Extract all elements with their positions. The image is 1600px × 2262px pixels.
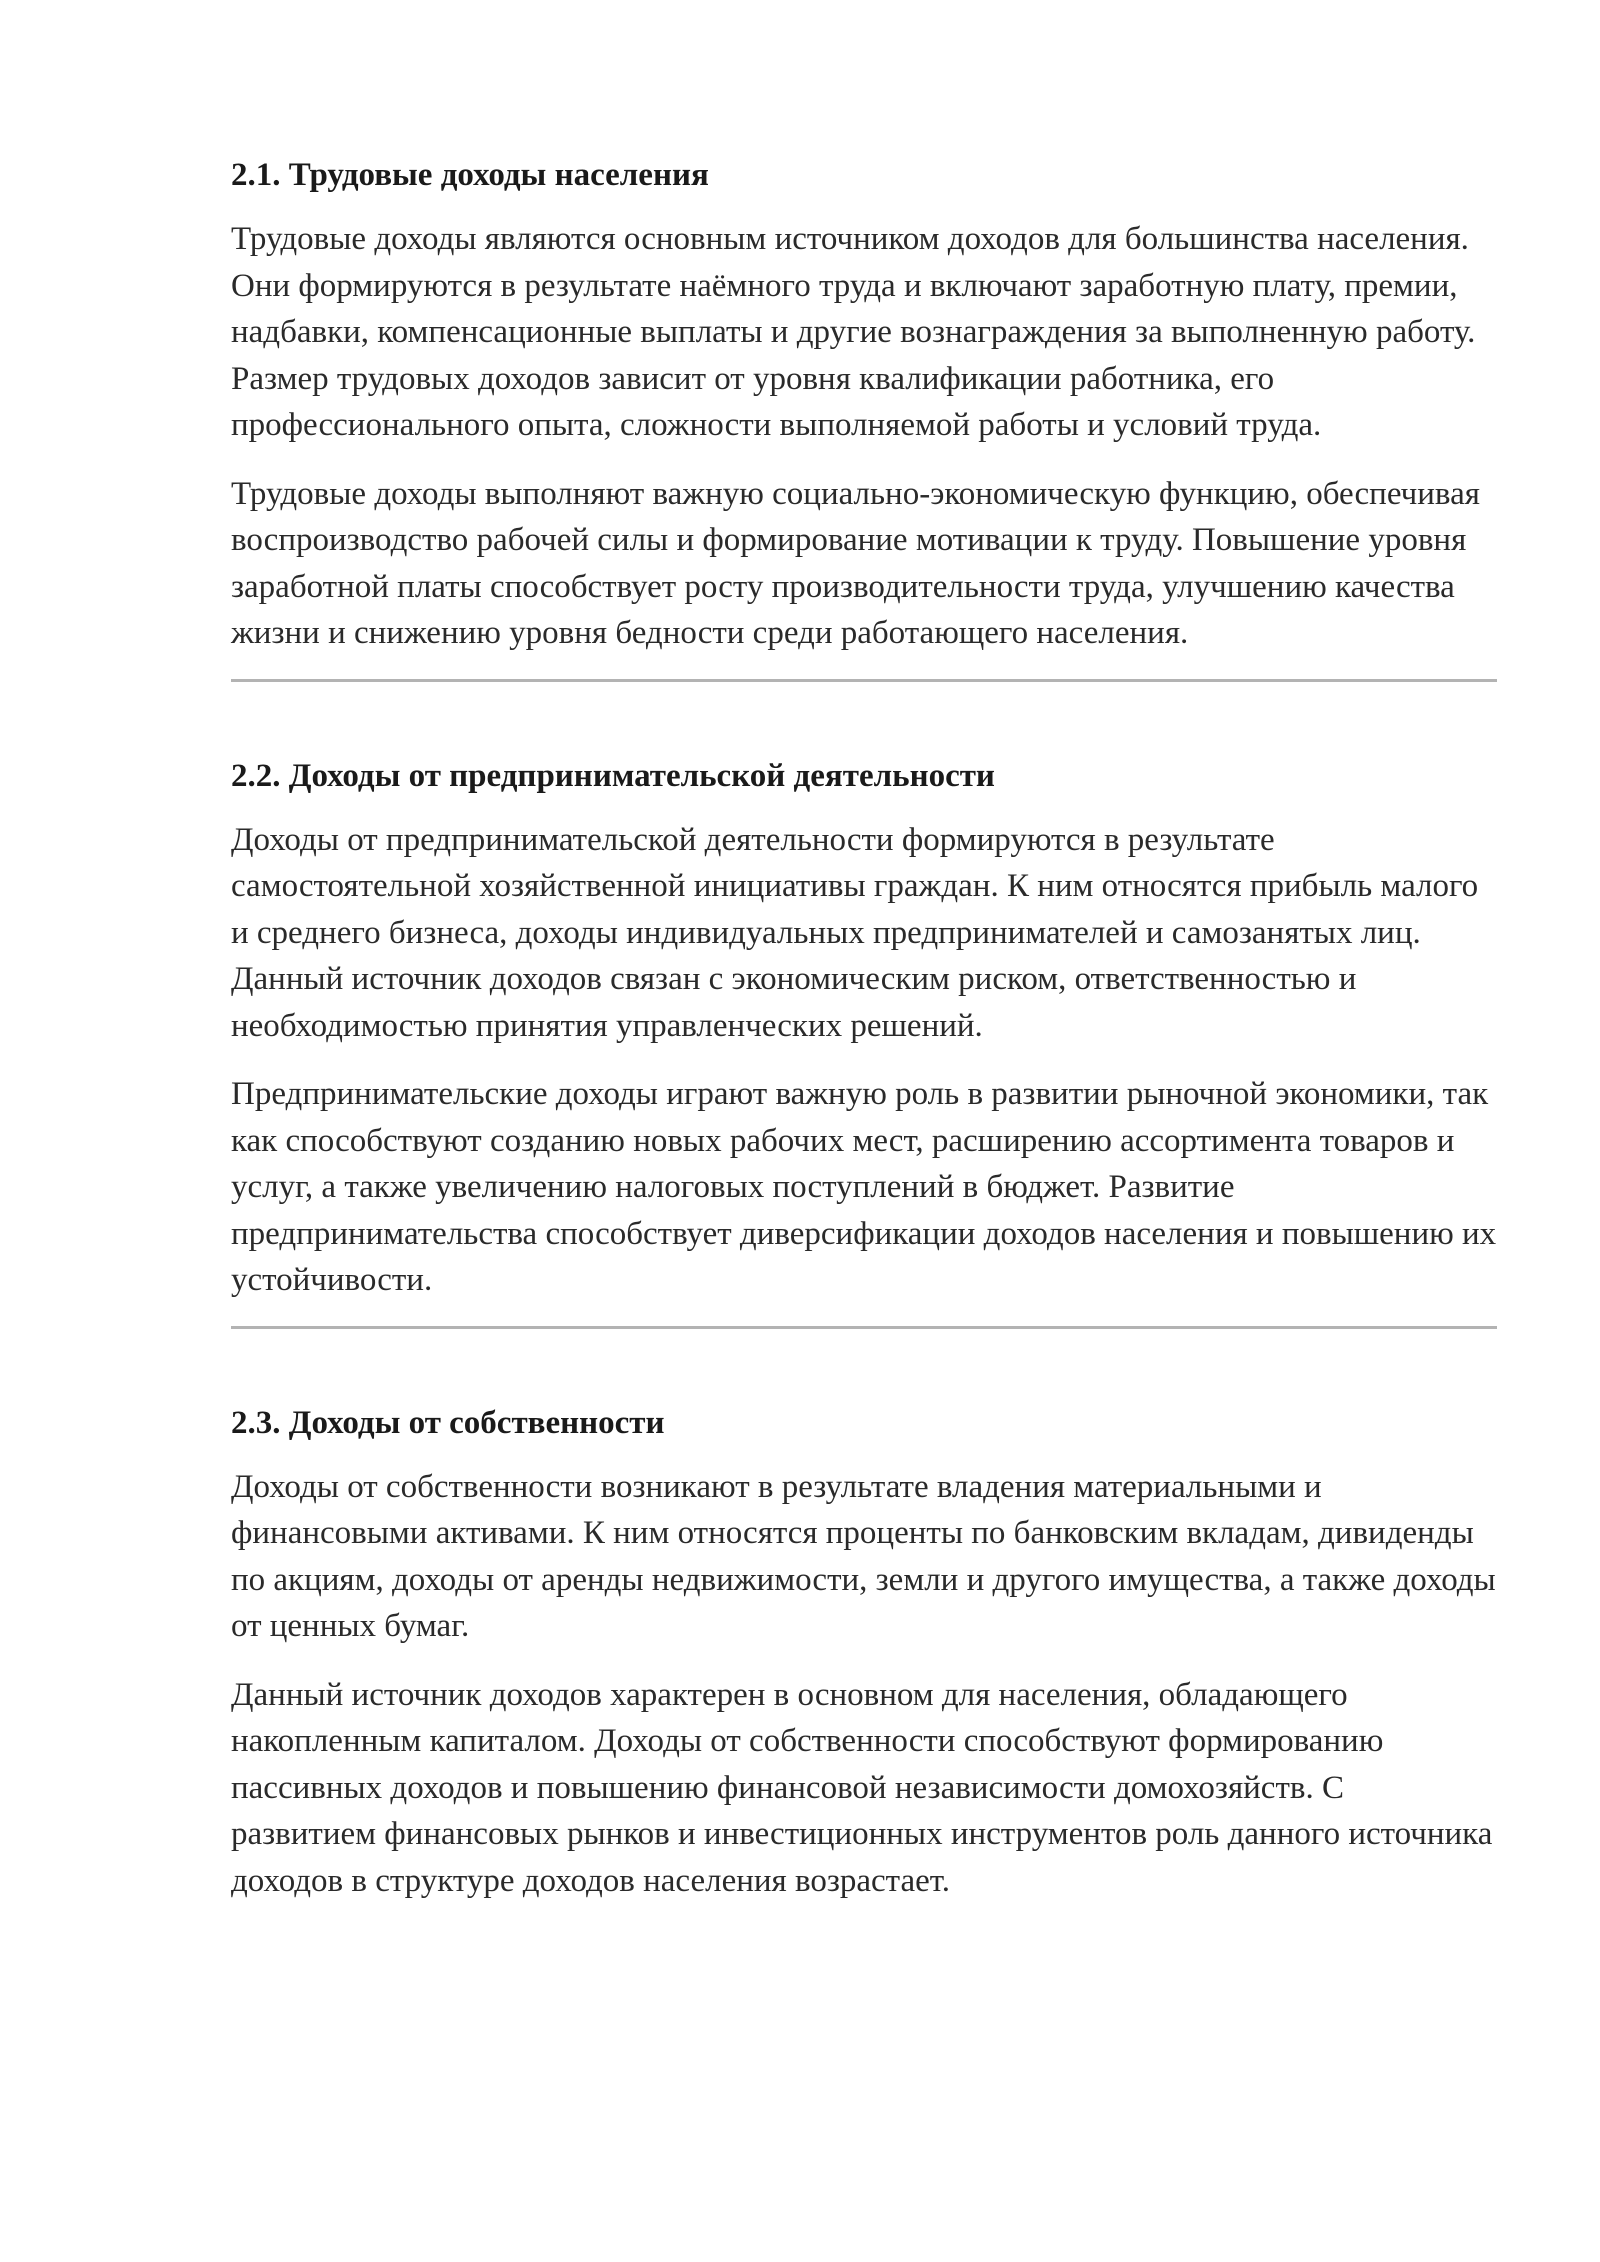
section-heading: 2.1. Трудовые доходы населения xyxy=(231,157,709,193)
section-divider xyxy=(231,1326,1497,1329)
paragraph: Трудовые доходы выполняют важную социально-экономическую функцию, обеспечивая воспроизводство рабочей силы и формирование мотивации к труду. Повышение уровня заработной платы способствует росту производительности труда, улучшению качества жизни и снижению уровня бедности среди работающего населения. xyxy=(231,475,1480,651)
paragraph: Доходы от собственности возникают в результате владения материальными и финансовыми активами. К ним относятся проценты по банковским вкладам, дивиденды по акциям, доходы от аренды недвижимости, земли и другого имущества, а также доходы от ценных бумаг. xyxy=(231,1468,1496,1644)
paragraph: Предпринимательские доходы играют важную роль в развитии рыночной экономики, так как способствуют созданию новых рабочих мест, расширению ассортимента товаров и услуг, а также увеличению налоговых поступлений в бюджет. Развитие предпринимательства способствует диверсификации доходов населения и повышению их устойчивости. xyxy=(231,1076,1497,1298)
section-property-income xyxy=(231,1400,1497,1905)
section-heading: 2.3. Доходы от собственности xyxy=(231,1404,665,1441)
section-heading: 2.2. Доходы от предпринимательской деятельности xyxy=(231,757,995,794)
document-page xyxy=(231,152,1497,1926)
section-divider xyxy=(231,679,1497,682)
paragraph: Данный источник доходов характерен в основном для населения, обладающего накопленным капиталом. Доходы от собственности способствуют формированию пассивных доходов и повышению финансовой независимости домохозяйств. С развитием финансовых рынков и инвестиционных инструментов роль данного источника доходов в структуре доходов населения возрастает. xyxy=(231,1676,1493,1899)
section-business-income xyxy=(231,753,1497,1304)
paragraph: Доходы от предпринимательской деятельности формируются в результате самостоятельной хозяйственной инициативы граждан. К ним относятся прибыль малого и среднего бизнеса, доходы индивидуальных предпринимателей и самозанятых лиц. Данный источник доходов связан с экономическим риском, ответственностью и необходимостью принятия управленческих решений. xyxy=(231,821,1479,1044)
paragraph: Трудовые доходы являются основным источником доходов для большинства населения. Они формируются в результате наёмного труда и включают заработную плату, премии, надбавки, компенсационные выплаты и другие вознаграждения за выполненную работу. Размер трудовых доходов зависит от уровня квалификации работника, его профессионального опыта, сложности выполняемой работы и условий труда. xyxy=(231,221,1476,443)
section-labor-income xyxy=(231,152,1497,657)
